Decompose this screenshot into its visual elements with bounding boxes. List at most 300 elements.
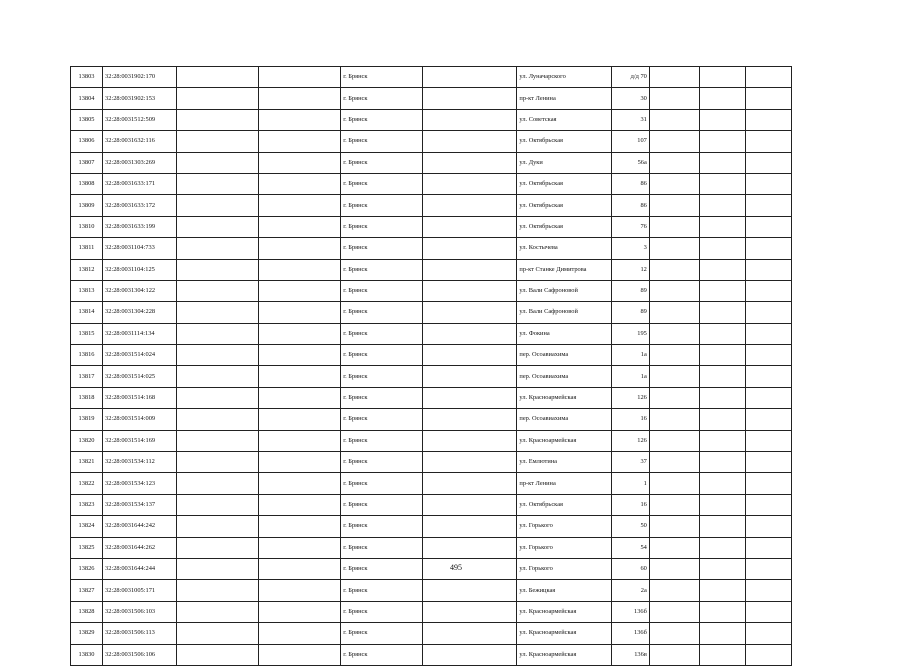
empty-cell [649,280,699,301]
street-cell: ул. Фокина [517,323,612,344]
row-number-cell: 13806 [71,131,103,152]
empty-cell [745,601,791,622]
empty-cell [700,323,746,344]
empty-cell [700,558,746,579]
house-number-cell: 1а [612,345,649,366]
house-number-cell: 60 [612,558,649,579]
empty-cell [423,67,517,88]
row-number-cell: 13804 [71,88,103,109]
table-row [71,131,792,152]
city-cell: г. Брянск [341,644,423,665]
city-cell: г. Брянск [341,409,423,430]
empty-cell [700,67,746,88]
empty-cell [745,280,791,301]
empty-cell [700,537,746,558]
city-cell: г. Брянск [341,67,423,88]
city-cell: г. Брянск [341,173,423,194]
empty-cell [176,473,258,494]
empty-cell [700,259,746,280]
empty-cell [423,623,517,644]
empty-cell [258,216,340,237]
row-number-cell: 13823 [71,494,103,515]
house-number-cell: 3 [612,238,649,259]
cadastral-number-cell: 32:28:0031534:112 [103,452,177,473]
empty-cell [423,430,517,451]
row-number-cell: 13827 [71,580,103,601]
empty-cell [700,216,746,237]
empty-cell [258,601,340,622]
empty-cell [258,623,340,644]
house-number-cell: 76 [612,216,649,237]
city-cell: г. Брянск [341,387,423,408]
empty-cell [176,195,258,216]
house-number-cell: 89 [612,280,649,301]
row-number-cell: 13807 [71,152,103,173]
street-cell: пер. Осоавиахима [517,345,612,366]
row-number-cell: 13814 [71,302,103,323]
empty-cell [700,494,746,515]
street-cell: ул. Советская [517,109,612,130]
street-cell: ул. Красноармейская [517,430,612,451]
empty-cell [258,195,340,216]
house-number-cell: 1а [612,366,649,387]
house-number-cell: 86 [612,173,649,194]
table-row [71,473,792,494]
row-number-cell: 13816 [71,345,103,366]
city-cell: г. Брянск [341,345,423,366]
empty-cell [649,516,699,537]
house-number-cell: д/д 70 [612,67,649,88]
city-cell: г. Брянск [341,430,423,451]
empty-cell [745,516,791,537]
empty-cell [423,88,517,109]
empty-cell [176,173,258,194]
cadastral-number-cell: 32:28:0031114:134 [103,323,177,344]
house-number-cell: 89 [612,302,649,323]
house-number-cell: 195 [612,323,649,344]
cadastral-number-cell: 32:28:0031902:153 [103,88,177,109]
empty-cell [176,537,258,558]
cadastral-number-cell: 32:28:0031534:137 [103,494,177,515]
empty-cell [176,216,258,237]
empty-cell [649,109,699,130]
empty-cell [258,430,340,451]
street-cell: ул. Дуки [517,152,612,173]
empty-cell [700,366,746,387]
empty-cell [258,387,340,408]
empty-cell [745,558,791,579]
city-cell: г. Брянск [341,259,423,280]
empty-cell [700,109,746,130]
empty-cell [745,580,791,601]
empty-cell [423,516,517,537]
house-number-cell: 136б [612,623,649,644]
house-number-cell: 136б [612,601,649,622]
empty-cell [423,473,517,494]
empty-cell [258,516,340,537]
table-row [71,387,792,408]
empty-cell [176,152,258,173]
street-cell: ул. Красноармейская [517,623,612,644]
empty-cell [258,238,340,259]
empty-cell [176,109,258,130]
cadastral-number-cell: 32:28:0031644:262 [103,537,177,558]
table-row [71,558,792,579]
empty-cell [258,494,340,515]
empty-cell [745,430,791,451]
city-cell: г. Брянск [341,494,423,515]
empty-cell [700,302,746,323]
empty-cell [745,323,791,344]
empty-cell [745,494,791,515]
table-row [71,366,792,387]
empty-cell [176,494,258,515]
empty-cell [700,238,746,259]
empty-cell [649,152,699,173]
empty-cell [176,238,258,259]
table-row [71,623,792,644]
row-number-cell: 13829 [71,623,103,644]
empty-cell [745,387,791,408]
row-number-cell: 13817 [71,366,103,387]
street-cell: ул. Луначарского [517,67,612,88]
registry-table [70,66,792,666]
empty-cell [700,623,746,644]
table-row [71,238,792,259]
empty-cell [649,644,699,665]
row-number-cell: 13818 [71,387,103,408]
street-cell: ул. Октябрьская [517,216,612,237]
cadastral-number-cell: 32:28:0031633:199 [103,216,177,237]
row-number-cell: 13805 [71,109,103,130]
city-cell: г. Брянск [341,323,423,344]
empty-cell [423,216,517,237]
table-row [71,109,792,130]
empty-cell [423,387,517,408]
street-cell: ул. Вали Сафроновой [517,302,612,323]
empty-cell [745,644,791,665]
table-row [71,323,792,344]
empty-cell [176,280,258,301]
cadastral-number-cell: 32:28:0031304:122 [103,280,177,301]
cadastral-number-cell: 32:28:0031514:169 [103,430,177,451]
street-cell: ул. Вали Сафроновой [517,280,612,301]
cadastral-number-cell: 32:28:0031632:116 [103,131,177,152]
table-row [71,537,792,558]
page-number: 495 [450,563,462,572]
empty-cell [176,323,258,344]
street-cell: ул. Бежицкая [517,580,612,601]
table-row [71,409,792,430]
row-number-cell: 13815 [71,323,103,344]
empty-cell [649,259,699,280]
house-number-cell: 56а [612,152,649,173]
table-row [71,67,792,88]
cadastral-number-cell: 32:28:0031506:113 [103,623,177,644]
street-cell: ул. Костычева [517,238,612,259]
house-number-cell: 2а [612,580,649,601]
city-cell: г. Брянск [341,601,423,622]
house-number-cell: 12 [612,259,649,280]
empty-cell [649,323,699,344]
cadastral-number-cell: 32:28:0031514:025 [103,366,177,387]
street-cell: ул. Октябрьская [517,195,612,216]
empty-cell [176,88,258,109]
empty-cell [258,644,340,665]
empty-cell [423,109,517,130]
empty-cell [700,601,746,622]
row-number-cell: 13819 [71,409,103,430]
house-number-cell: 30 [612,88,649,109]
street-cell: ул. Горького [517,558,612,579]
city-cell: г. Брянск [341,216,423,237]
empty-cell [649,173,699,194]
empty-cell [745,302,791,323]
cadastral-number-cell: 32:28:0031514:024 [103,345,177,366]
empty-cell [649,601,699,622]
empty-cell [258,152,340,173]
street-cell: пер. Осоавиахима [517,366,612,387]
empty-cell [258,473,340,494]
empty-cell [258,366,340,387]
empty-cell [258,259,340,280]
city-cell: г. Брянск [341,473,423,494]
empty-cell [423,259,517,280]
empty-cell [745,623,791,644]
cadastral-number-cell: 32:28:0031644:242 [103,516,177,537]
empty-cell [176,131,258,152]
empty-cell [176,601,258,622]
empty-cell [649,537,699,558]
empty-cell [745,195,791,216]
empty-cell [423,323,517,344]
empty-cell [745,452,791,473]
city-cell: г. Брянск [341,131,423,152]
table-row [71,452,792,473]
empty-cell [423,195,517,216]
empty-cell [258,558,340,579]
cadastral-number-cell: 32:28:0031005:171 [103,580,177,601]
empty-cell [258,537,340,558]
empty-cell [176,387,258,408]
empty-cell [176,452,258,473]
empty-cell [176,302,258,323]
empty-cell [423,644,517,665]
city-cell: г. Брянск [341,623,423,644]
empty-cell [176,67,258,88]
empty-cell [649,302,699,323]
empty-cell [700,452,746,473]
table-row [71,494,792,515]
city-cell: г. Брянск [341,537,423,558]
row-number-cell: 13822 [71,473,103,494]
house-number-cell: 107 [612,131,649,152]
city-cell: г. Брянск [341,558,423,579]
empty-cell [258,452,340,473]
empty-cell [745,152,791,173]
empty-cell [700,88,746,109]
empty-cell [258,280,340,301]
row-number-cell: 13828 [71,601,103,622]
empty-cell [745,109,791,130]
table-row [71,580,792,601]
empty-cell [176,345,258,366]
empty-cell [700,131,746,152]
empty-cell [176,580,258,601]
house-number-cell: 31 [612,109,649,130]
city-cell: г. Брянск [341,366,423,387]
house-number-cell: 16 [612,494,649,515]
row-number-cell: 13808 [71,173,103,194]
empty-cell [176,516,258,537]
street-cell: пр-кт Ленина [517,88,612,109]
empty-cell [649,473,699,494]
street-cell: ул. Октябрьская [517,494,612,515]
empty-cell [700,516,746,537]
table-row [71,216,792,237]
cadastral-number-cell: 32:28:0031304:228 [103,302,177,323]
cadastral-number-cell: 32:28:0031644:244 [103,558,177,579]
empty-cell [649,494,699,515]
city-cell: г. Брянск [341,88,423,109]
cadastral-number-cell: 32:28:0031514:009 [103,409,177,430]
empty-cell [423,580,517,601]
empty-cell [649,195,699,216]
empty-cell [423,173,517,194]
empty-cell [258,345,340,366]
empty-cell [745,473,791,494]
empty-cell [700,580,746,601]
city-cell: г. Брянск [341,280,423,301]
empty-cell [423,302,517,323]
empty-cell [258,323,340,344]
table-row [71,280,792,301]
row-number-cell: 13830 [71,644,103,665]
row-number-cell: 13810 [71,216,103,237]
empty-cell [745,409,791,430]
row-number-cell: 13820 [71,430,103,451]
street-cell: ул. Красноармейская [517,644,612,665]
house-number-cell: 126 [612,387,649,408]
empty-cell [649,88,699,109]
street-cell: ул. Октябрьская [517,173,612,194]
empty-cell [258,173,340,194]
table-row [71,173,792,194]
empty-cell [423,238,517,259]
city-cell: г. Брянск [341,238,423,259]
empty-cell [423,131,517,152]
house-number-cell: 1 [612,473,649,494]
cadastral-number-cell: 32:28:0031534:123 [103,473,177,494]
empty-cell [423,537,517,558]
empty-cell [745,366,791,387]
empty-cell [649,366,699,387]
house-number-cell: 37 [612,452,649,473]
empty-cell [745,238,791,259]
cadastral-number-cell: 32:28:0031104:733 [103,238,177,259]
cadastral-number-cell: 32:28:0031514:168 [103,387,177,408]
empty-cell [700,280,746,301]
city-cell: г. Брянск [341,152,423,173]
row-number-cell: 13811 [71,238,103,259]
street-cell: пр-кт Ленина [517,473,612,494]
empty-cell [176,623,258,644]
table-row [71,195,792,216]
empty-cell [176,430,258,451]
row-number-cell: 13809 [71,195,103,216]
empty-cell [649,238,699,259]
empty-cell [423,345,517,366]
empty-cell [745,67,791,88]
cadastral-number-cell: 32:28:0031506:103 [103,601,177,622]
row-number-cell: 13824 [71,516,103,537]
empty-cell [258,580,340,601]
row-number-cell: 13812 [71,259,103,280]
empty-cell [258,409,340,430]
empty-cell [649,216,699,237]
cadastral-number-cell: 32:28:0031303:269 [103,152,177,173]
city-cell: г. Брянск [341,302,423,323]
empty-cell [649,623,699,644]
empty-cell [423,601,517,622]
empty-cell [258,109,340,130]
street-cell: ул. Октябрьская [517,131,612,152]
empty-cell [423,494,517,515]
table-row [71,259,792,280]
cadastral-number-cell: 32:28:0031506:106 [103,644,177,665]
row-number-cell: 13813 [71,280,103,301]
empty-cell [649,452,699,473]
empty-cell [423,152,517,173]
city-cell: г. Брянск [341,516,423,537]
empty-cell [700,387,746,408]
table-row [71,601,792,622]
cadastral-number-cell: 32:28:0031633:172 [103,195,177,216]
empty-cell [700,473,746,494]
empty-cell [745,345,791,366]
empty-cell [745,537,791,558]
empty-cell [700,173,746,194]
empty-cell [745,216,791,237]
table-row [71,644,792,665]
street-cell: пр-кт Станке Димитрова [517,259,612,280]
empty-cell [700,345,746,366]
table-row [71,152,792,173]
house-number-cell: 126 [612,430,649,451]
empty-cell [649,430,699,451]
empty-cell [423,366,517,387]
empty-cell [649,580,699,601]
table-row [71,430,792,451]
table-row [71,302,792,323]
street-cell: ул. Красноармейская [517,601,612,622]
empty-cell [745,173,791,194]
empty-cell [176,259,258,280]
house-number-cell: 54 [612,537,649,558]
empty-cell [176,409,258,430]
cadastral-number-cell: 32:28:0031902:170 [103,67,177,88]
empty-cell [700,152,746,173]
city-cell: г. Брянск [341,195,423,216]
street-cell: ул. Красноармейская [517,387,612,408]
empty-cell [649,131,699,152]
empty-cell [649,558,699,579]
empty-cell [649,67,699,88]
empty-cell [176,366,258,387]
empty-cell [423,280,517,301]
empty-cell [258,131,340,152]
cadastral-number-cell: 32:28:0031104:125 [103,259,177,280]
